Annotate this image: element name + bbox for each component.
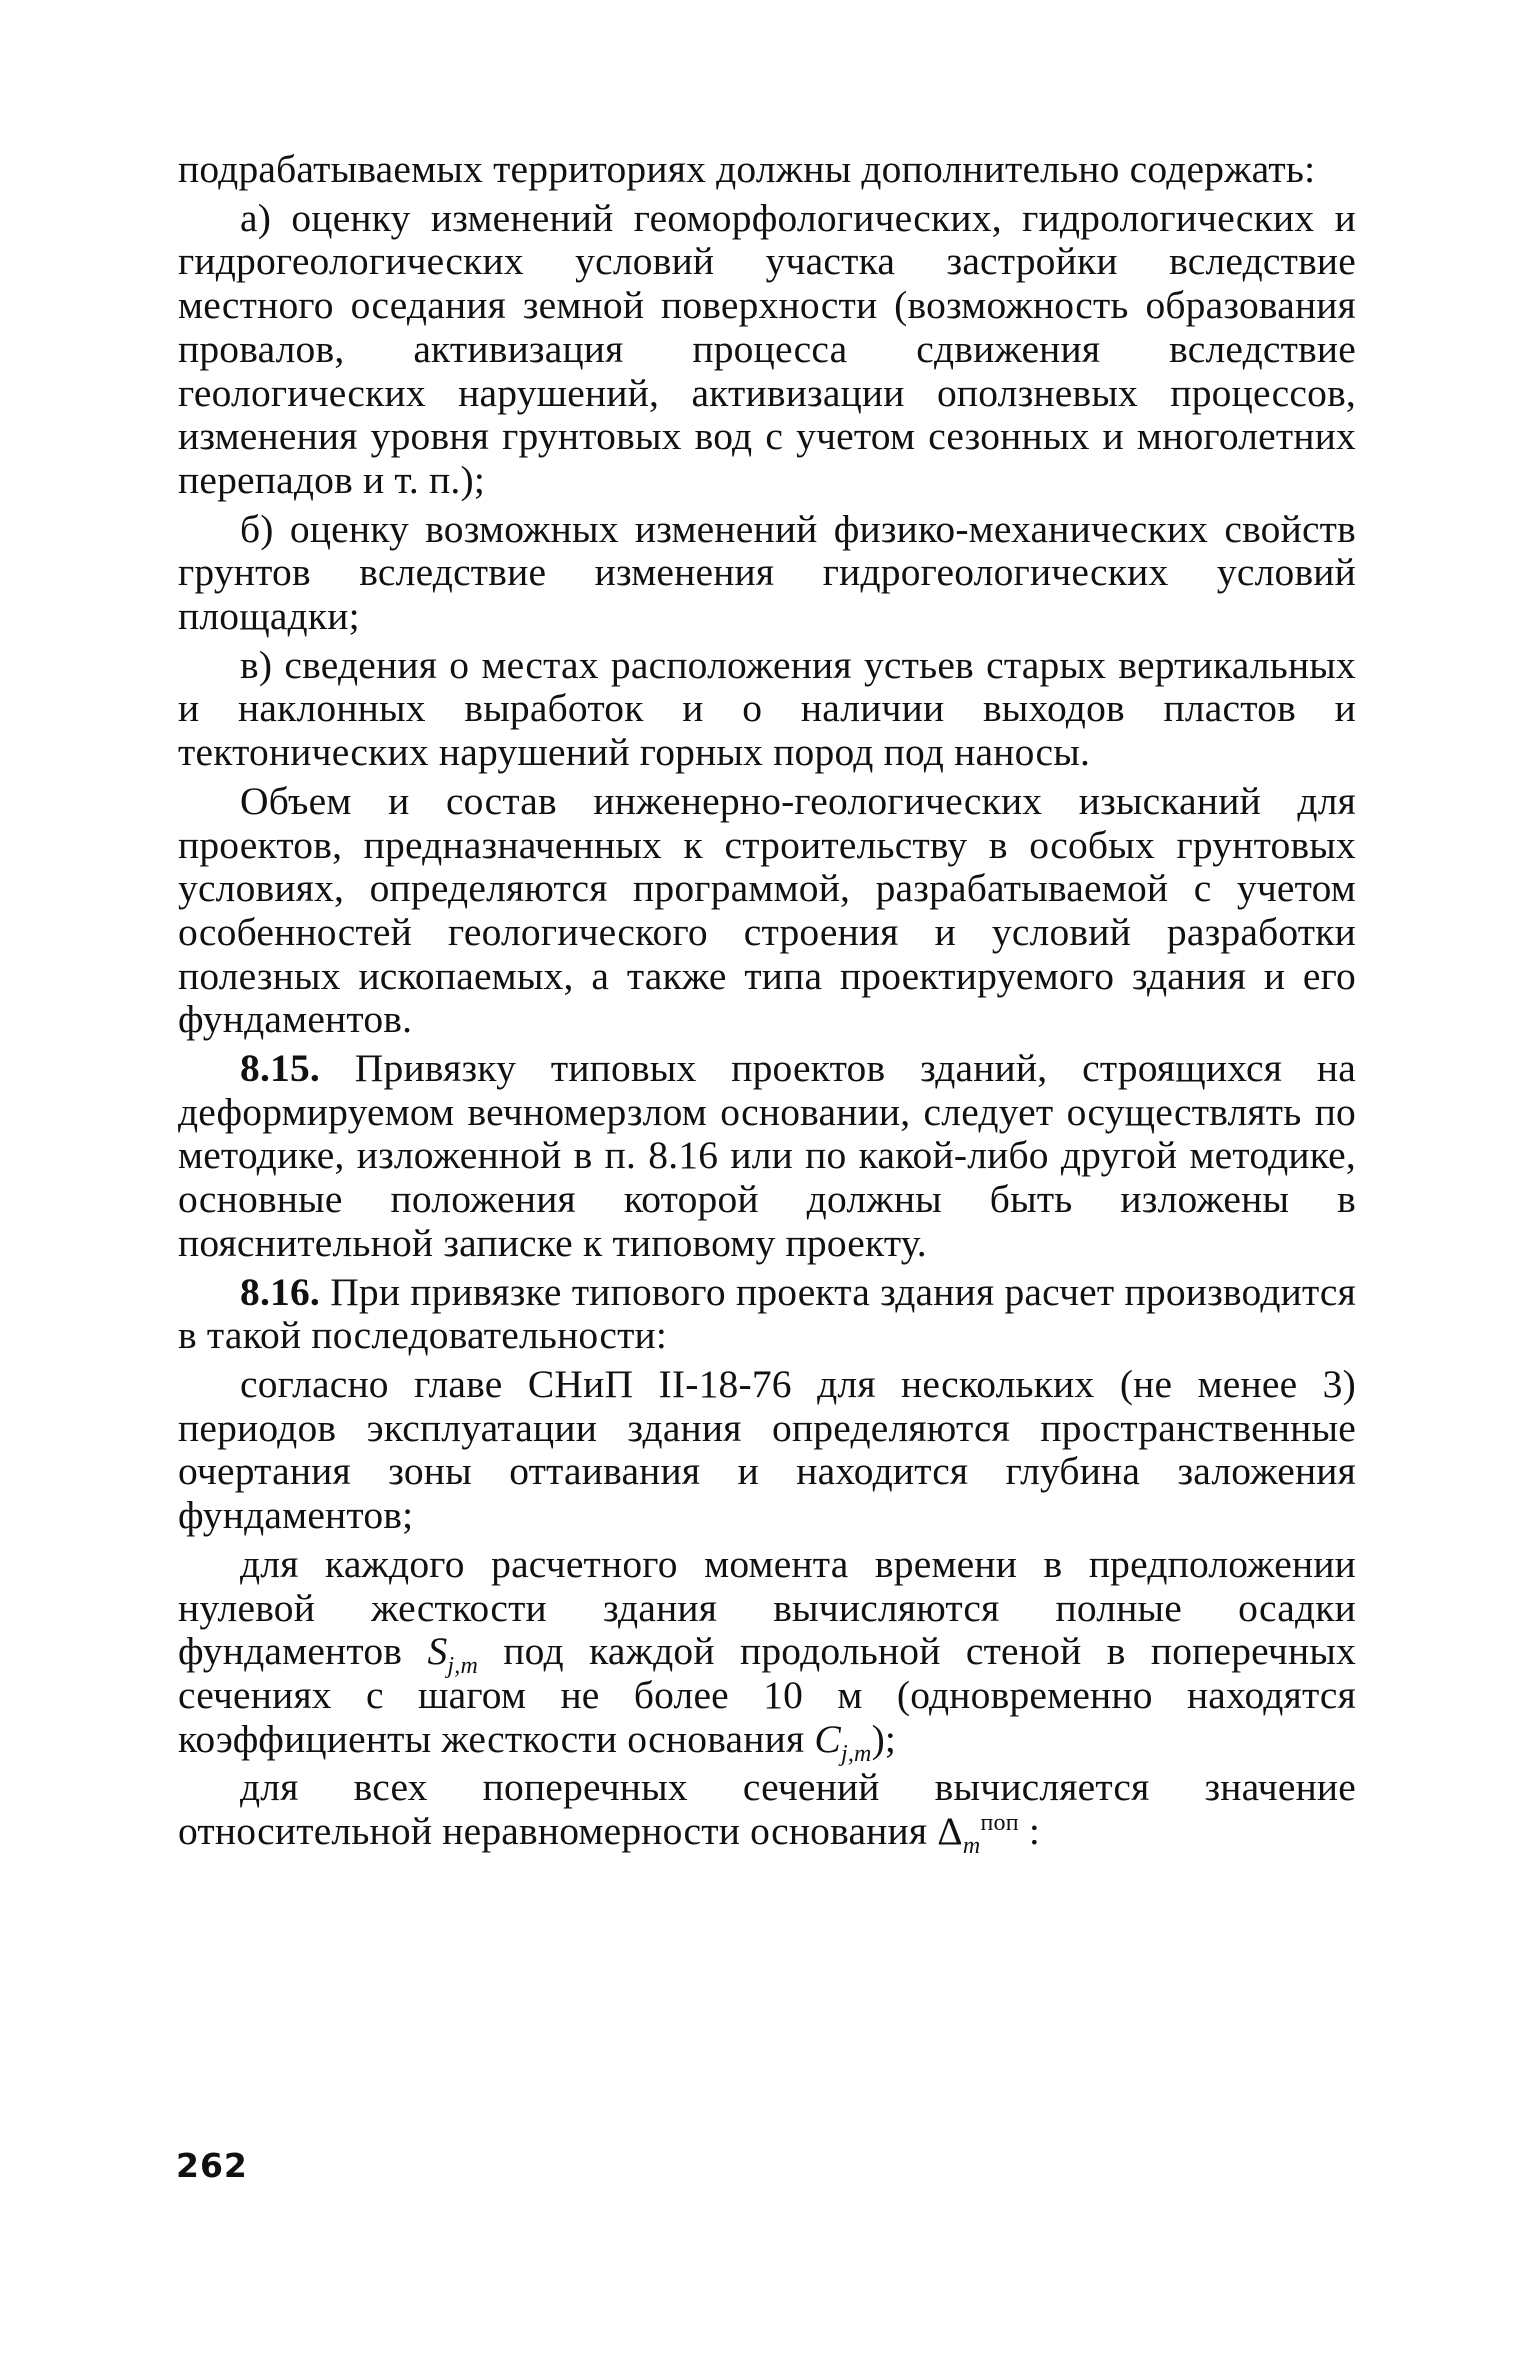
- stiffness-symbol: [814, 1716, 872, 1767]
- step-text: под каждой продольной стеной в поперечных сечениях с шагом не более 10 м (одновременно находятся коэффициенты жесткости основания: [178, 1629, 1357, 1761]
- paragraph-survey-volume: Объем и состав инженерно-геологических изысканий для проектов, предназначенных к строительству в особых грунтовых условиях, определяются программой, разрабатываемой с учетом особенностей геологического строения и условий разработки полезных ископаемых, а также типа проектируемого здания и его фундаментов.: [178, 778, 1356, 1042]
- step-text: :: [1028, 1809, 1041, 1854]
- symbol-letter: C: [814, 1716, 841, 1761]
- symbol-letter: S: [427, 1629, 448, 1674]
- section-text: При привязке типового проекта здания расчет производится в такой последовательности:: [178, 1269, 1356, 1358]
- list-item-a: а) оценку изменений геоморфологических, гидрологических и гидрогеологических условий участка застройки вследствие местного оседания земной поверхности (возможность образования провалов, активизация процесса сдвижения вследствие геологических нарушений, активизации оползневых процессов, изменения уровня грунтовых вод с учетом сезонных и многолетних перепадов и т. п.);: [178, 195, 1356, 502]
- step-text: для каждого расчетного момента времени в предположении нулевой жесткости здания вычисляются полные осадки фундаментов: [178, 1541, 1356, 1674]
- step-3: [178, 1765, 1356, 1859]
- settlement-symbol: [427, 1629, 479, 1680]
- step-1: согласно главе СНиП II-18-76 для нескольких (не менее 3) периодов эксплуатации здания определяются пространственные очертания зоны оттаивания и находится глубина заложения фундаментов;: [178, 1361, 1356, 1538]
- paragraph-intro: подрабатываемых территориях должны дополнительно содержать:: [178, 147, 1316, 191]
- section-8-16: [178, 1271, 1356, 1358]
- symbol-superscript: поп: [980, 1809, 1019, 1836]
- section-number: 8.15.: [240, 1046, 320, 1091]
- unevenness-symbol: [937, 1809, 1019, 1859]
- symbol-letter: Δ: [937, 1809, 963, 1854]
- symbol-subscript: j,m: [840, 1740, 872, 1767]
- step-text: );: [871, 1716, 897, 1761]
- step-text: для всех поперечных сечений вычисляется значение относительной неравномерности основания: [178, 1765, 1356, 1854]
- list-item-v: в) сведения о местах расположения устьев старых вертикальных и наклонных выработок и о наличии выходов пластов и тектонических нарушений горных пород под наносы.: [178, 642, 1356, 775]
- page-number: 262: [176, 2146, 248, 2185]
- section-text: Привязку типовых проектов зданий, строящихся на деформируемом вечномерзлом основании, следует осуществлять по методике, изложенной в п. 8.16 или по какой-либо другой методике, основные положения которой должны быть изложены в пояснительной записке к типовому проекту.: [178, 1046, 1356, 1265]
- symbol-subscript: m: [962, 1832, 981, 1859]
- step-2: [178, 1541, 1357, 1767]
- symbol-subscript: j,m: [447, 1653, 479, 1680]
- section-number: 8.16.: [240, 1269, 320, 1314]
- text-column: [178, 147, 1357, 1859]
- list-item-b: б) оценку возможных изменений физико-механических свойств грунтов вследствие изменения гидрогеологических условий площадки;: [178, 506, 1356, 639]
- section-8-15: [178, 1047, 1356, 1266]
